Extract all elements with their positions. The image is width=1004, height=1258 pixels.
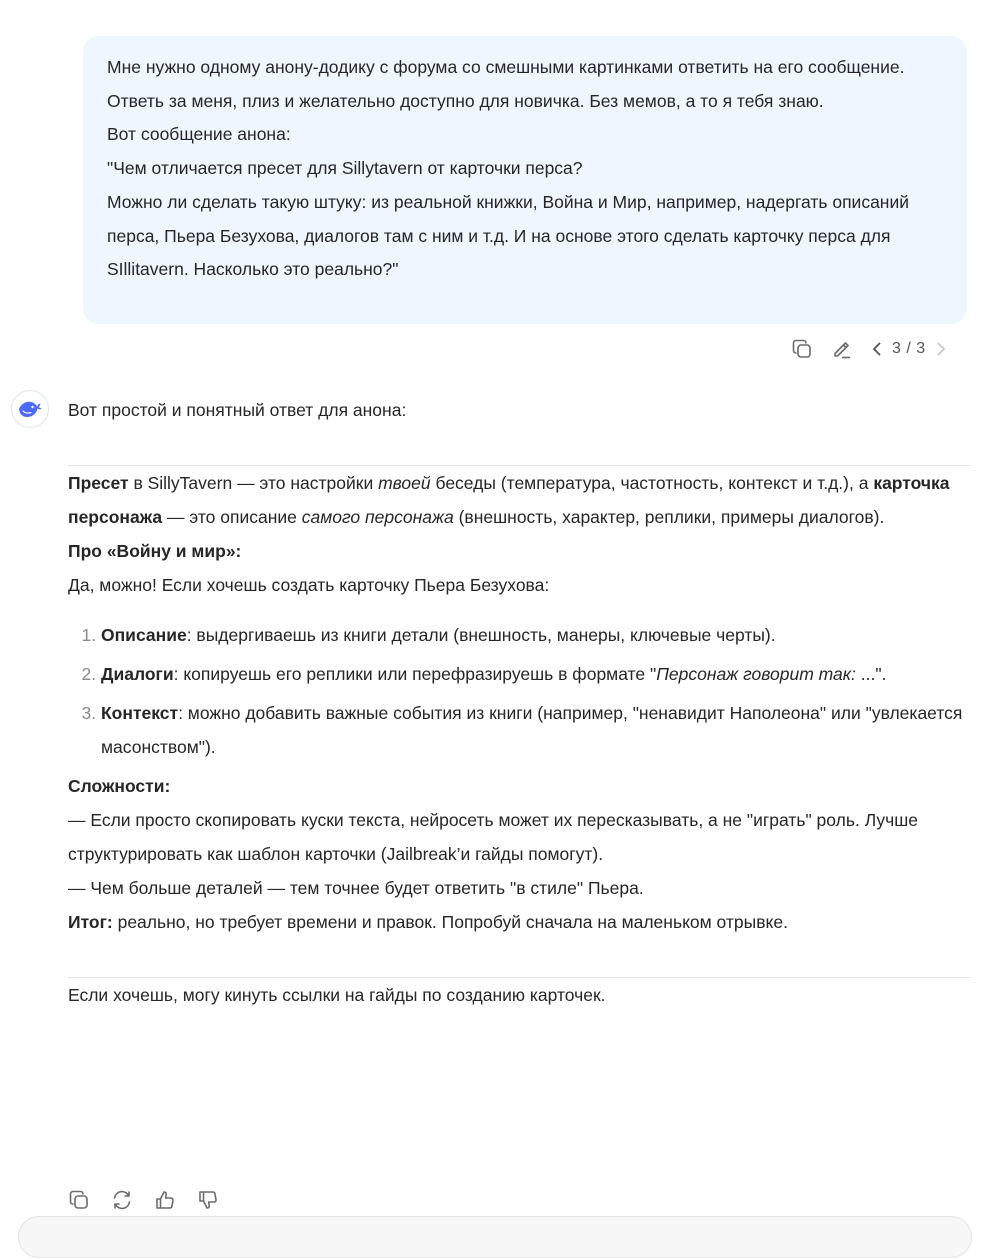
summary-label: Итог: (68, 912, 113, 932)
section-text: — Чем больше деталей — тем точнее будет ответить "в стиле" Пьера. (68, 878, 644, 898)
assistant-message (68, 393, 971, 1012)
copy-icon[interactable] (68, 1189, 90, 1211)
answer-closing: Если хочешь, могу кинуть ссылки на гайды по созданию карточек. (68, 985, 606, 1005)
message-pager (870, 340, 948, 358)
thumbs-down-icon[interactable] (197, 1189, 219, 1211)
list-item: 3. Контекст: можно добавить важные события из книги (например, "ненавидит Наполеона" или "увлекается масонством"). (101, 696, 971, 764)
section-heading: Сложности: (68, 776, 171, 796)
assistant-avatar (11, 390, 49, 428)
copy-icon[interactable] (786, 334, 818, 364)
paragraph-preset: Пресет в SillyTavern — это настройки твоей беседы (температура, частотность, контекст и т.д.), а карточка персонажа — это описание самого персонажа (внешность, характер, реплики, примеры диалогов). (68, 473, 950, 527)
answer-intro: Вот простой и понятный ответ для анона: (68, 400, 407, 420)
regenerate-icon[interactable] (111, 1189, 133, 1211)
whale-logo-icon (17, 398, 43, 420)
section-text: Да, можно! Если хочешь создать карточку Пьера Безухова: (68, 575, 550, 595)
user-message-line: Вот сообщение анона: (107, 124, 291, 145)
user-message-bubble (83, 36, 967, 324)
summary: Итог: реально, но требует времени и правок. Попробуй сначала на маленьком отрывке. (68, 912, 788, 932)
term-preset: Пресет (68, 473, 129, 493)
term-character-card: карточка персонажа (68, 473, 950, 527)
chevron-left-icon[interactable] (870, 340, 884, 358)
thumbs-up-icon[interactable] (154, 1189, 176, 1211)
user-message-line: Мне нужно одному анону-додику с форума со смешными картинками ответить на его сообщение. Ответь за меня, плиз и желательно доступно для новичка. Без мемов, а то я тебя знаю. (107, 57, 905, 111)
chat-input[interactable] (18, 1216, 972, 1258)
pager-count: 3 / 3 (892, 340, 926, 357)
steps-list (68, 618, 971, 764)
chevron-right-icon[interactable] (934, 340, 948, 358)
edit-icon[interactable] (826, 334, 858, 364)
user-message-line: "Чем отличается пресет для Sillytavern от карточки перса? (107, 158, 583, 179)
user-message-actions (786, 334, 948, 364)
user-message-line: Можно ли сделать такую штуку: из реальной книжки, Война и Мир, например, надергать описаний перса, Пьера Безухова, диалогов там с ним и т.д. И на основе этого сделать карточку перса для SIllitavern. Насколько это реально?" (107, 191, 910, 280)
list-item: 2. Диалоги: копируешь его реплики или перефразируешь в формате "Персонаж говорит так: ...". (101, 657, 971, 691)
section-text: — Если просто скопировать куски текста, нейросеть может их пересказывать, а не "играть" роль. Лучше структурировать как шаблон карточки (Jailbreak’и гайды помогут). (68, 810, 919, 864)
section-heading: Про «Войну и мир»: (68, 541, 242, 561)
list-item: 1. Описание: выдергиваешь из книги детали (внешность, манеры, ключевые черты). (101, 618, 971, 652)
assistant-message-actions (68, 1187, 219, 1213)
